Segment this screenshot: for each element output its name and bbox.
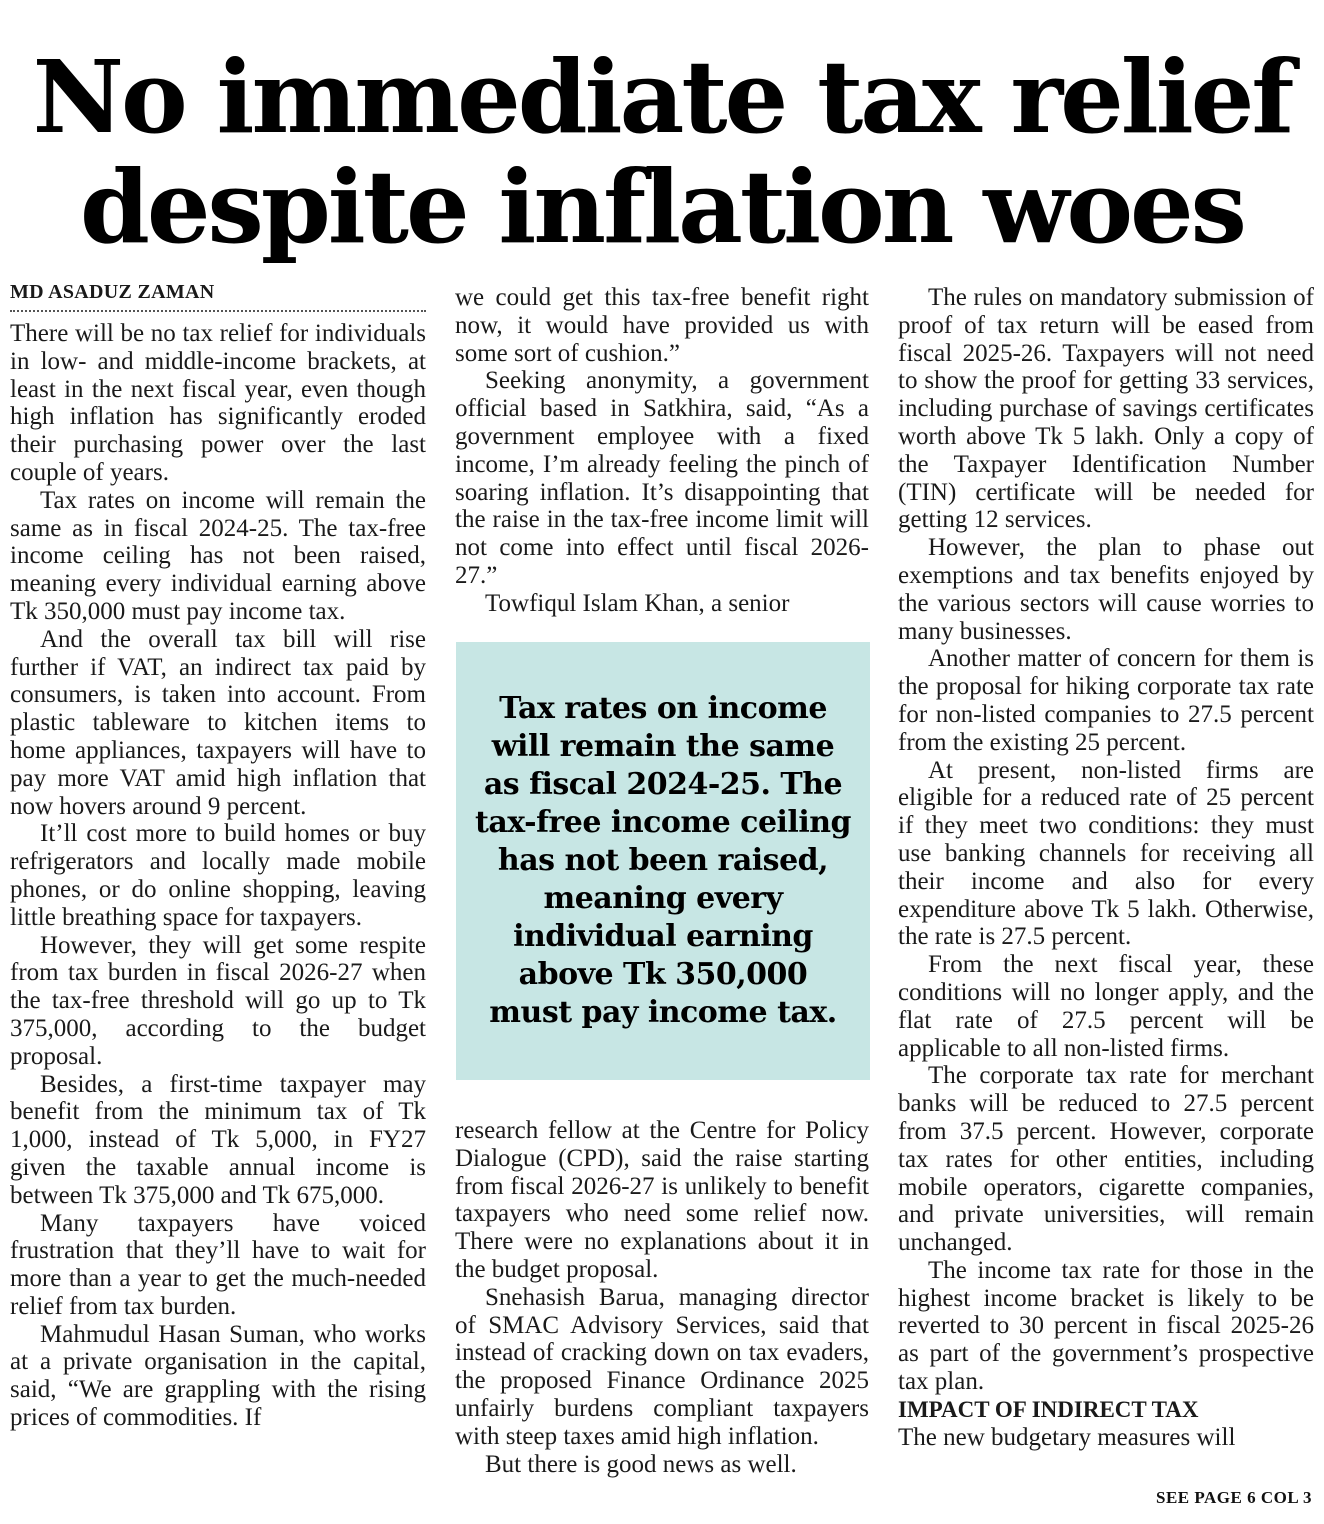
column-2-top <box>455 284 869 618</box>
headline: No immediate tax relief despite inflation woes <box>32 38 1292 266</box>
paragraph: The income tax rate for those in the highest income bracket is likely to be reverted to 30 percent in fiscal 2025-26 as part of the government’s prospective tax plan. <box>898 1256 1314 1396</box>
paragraph: Many taxpayers have voiced frustration that they’ll have to wait for more than a year to get the much-needed relief from tax burden. <box>10 1209 426 1320</box>
paragraph: From the next fiscal year, these conditions will no longer apply, and the flat rate of 27.5 percent will be applicable to all non-listed firms. <box>898 951 1314 1062</box>
column-2-bottom <box>455 1117 869 1478</box>
continued-on-page-link[interactable]: SEE PAGE 6 COL 3 <box>1156 1488 1312 1507</box>
paragraph: At present, non-listed firms are eligible for a reduced rate of 25 percent if they meet two conditions: they must use banking channels for receiving all their income and also for every expenditure above Tk 5 lakh. Otherwise, the rate is 27.5 percent. <box>898 756 1314 951</box>
paragraph: Towfiqul Islam Khan, a senior <box>485 589 790 617</box>
paragraph: The corporate tax rate for merchant banks will be reduced to 27.5 percent from 37.5 percent. However, corporate tax rates for other entities, including mobile operators, cigarette companies, and private universities, will remain unchanged. <box>898 1062 1314 1257</box>
paragraph: And the overall tax bill will rise further if VAT, an indirect tax paid by consumers, is taken into account. From plastic tableware to kitchen items to home appliances, taxpayers will have to pay more VAT amid high inflation that now hovers around 9 percent. <box>10 625 426 820</box>
paragraph: Mahmudul Hasan Suman, who works at a private organisation in the capital, said, “We are grappling with the rising prices of commodities. If <box>10 1320 426 1432</box>
section-subhead: IMPACT OF INDIRECT TAX <box>898 1396 1199 1422</box>
column-3 <box>898 284 1314 1451</box>
paragraph: Tax rates on income will remain the same as in fiscal 2024-25. The tax-free income ceiling has not been raised, meaning every individual earning above Tk 350,000 must pay income tax. <box>10 486 426 625</box>
paragraph: However, the plan to phase out exemptions and tax benefits enjoyed by the various sectors will cause worries to many businesses. <box>898 534 1314 645</box>
column-1 <box>10 280 426 1432</box>
paragraph: However, they will get some respite from tax burden in fiscal 2026-27 when the tax-free threshold will go up to Tk 375,000, according to the budget proposal. <box>10 931 426 1070</box>
paragraph: The rules on mandatory submission of proof of tax return will be eased from fiscal 2025-26. Taxpayers will not need to show the proof for getting 33 services, including purchase of savings certificates worth above Tk 5 lakh. Only a copy of the Taxpayer Identification Number (TIN) certificate will be needed for getting 12 services. <box>898 284 1314 534</box>
paragraph: Seeking anonymity, a government official based in Satkhira, said, “As a government employee with a fixed income, I’m already feeling the pinch of soaring inflation. It’s disappointing that the raise in the tax-free income limit will not come into effect until fiscal 2026-27.” <box>455 367 869 589</box>
paragraph: But there is good news as well. <box>485 1450 797 1478</box>
paragraph: Besides, a first-time taxpayer may benefit from the minimum tax of Tk 1,000, instead of Tk 5,000, in FY27 given the taxable annual income is between Tk 375,000 and Tk 675,000. <box>10 1070 426 1209</box>
pull-quote: Tax rates on income will remain the same as fiscal 2024-25. The tax-free income ceiling has not been raised, meaning every individual earning above Tk 350,000 must pay income tax. <box>474 691 852 1030</box>
paragraph: Snehasish Barua, managing director of SMAC Advisory Services, said that instead of cracking down on tax evaders, the proposed Finance Ordinance 2025 unfairly burdens compliant taxpayers with steep taxes amid high inflation. <box>455 1283 869 1450</box>
paragraph: The new budgetary measures will <box>898 1423 1236 1451</box>
byline: MD ASADUZ ZAMAN <box>10 280 426 312</box>
paragraph: research fellow at the Centre for Policy Dialogue (CPD), said the raise starting from fiscal 2026-27 is unlikely to benefit taxpayers who need some relief now. There were no explanations about it in the budget proposal. <box>455 1117 869 1283</box>
paragraph: we could get this tax-free benefit right now, it would have provided us with some sort of cushion.” <box>455 284 869 367</box>
pull-quote-box <box>456 642 870 1080</box>
paragraph: It’ll cost more to build homes or buy refrigerators and locally made mobile phones, or do online shopping, leaving little breathing space for taxpayers. <box>10 820 426 931</box>
paragraph: There will be no tax relief for individuals in low- and middle-income brackets, at least in the next fiscal year, even though high inflation has significantly eroded their purchasing power over the last couple of years. <box>10 320 426 486</box>
paragraph: Another matter of concern for them is the proposal for hiking corporate tax rate for non-listed companies to 27.5 percent from the existing 25 percent. <box>898 645 1314 756</box>
